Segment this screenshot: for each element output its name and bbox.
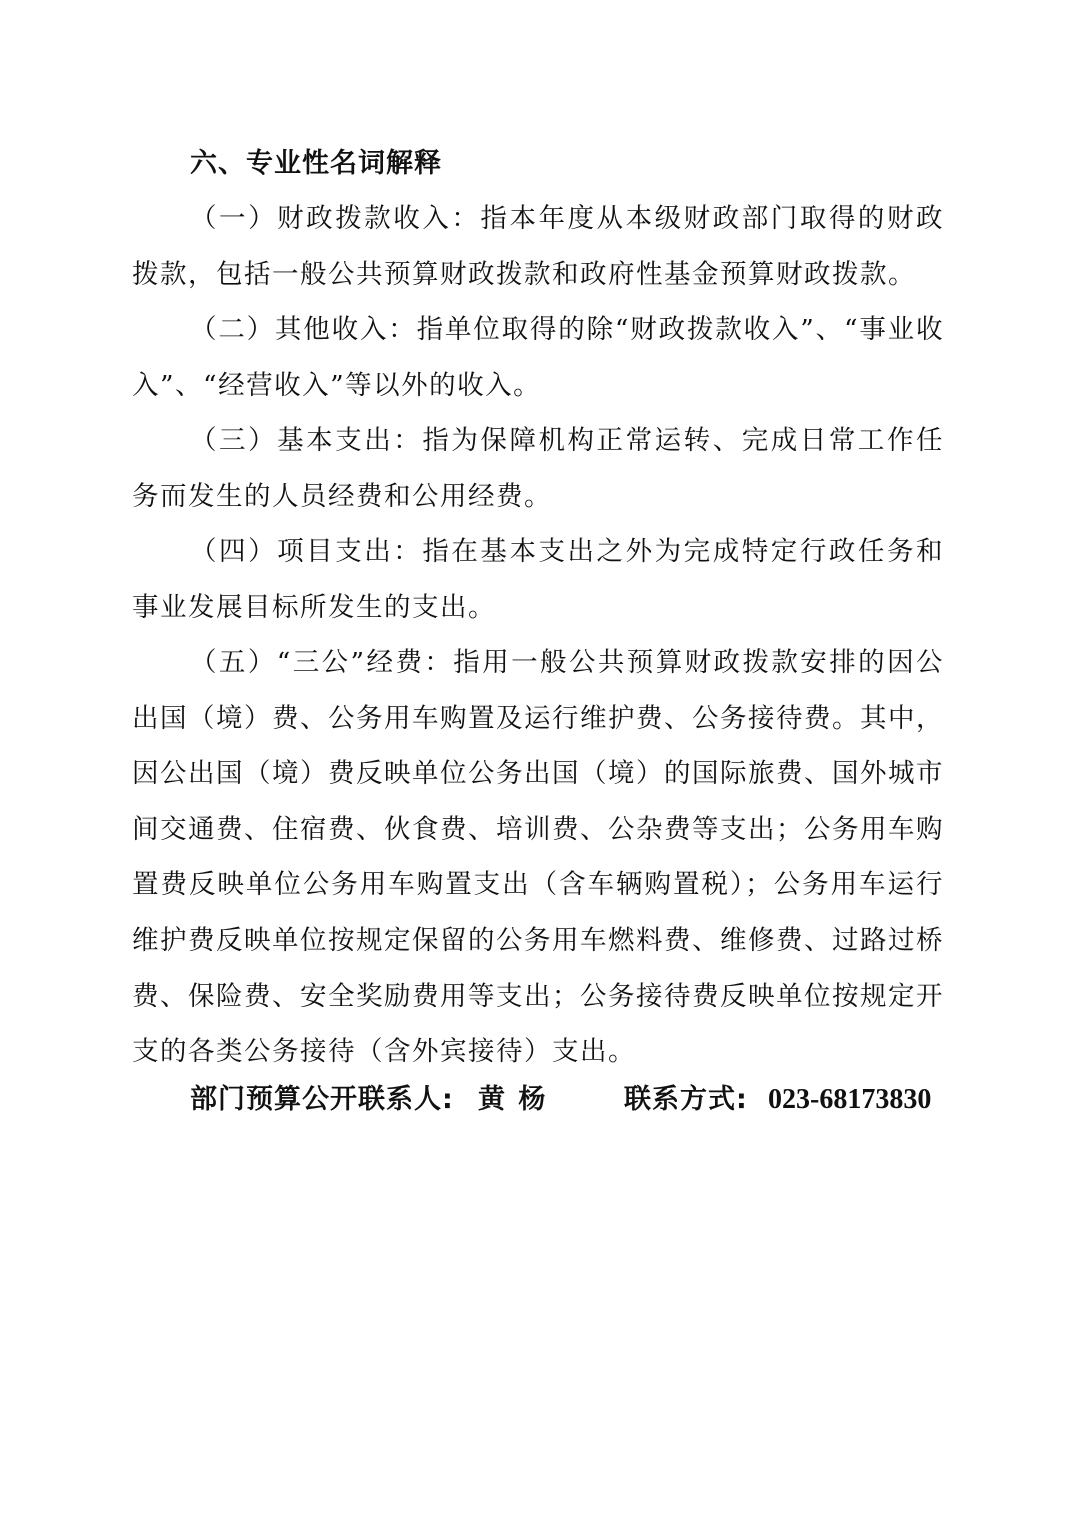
- definition-fiscal-appropriation-income: （一）财政拨款收入：指本年度从本级财政部门取得的财政拨款，包括一般公共预算财政拨款和政府性基金预算财政拨款。: [132, 203, 944, 290]
- section-heading: 六、专业性名词解释: [190, 148, 442, 179]
- definition-project-expenditure: （四）项目支出：指在基本支出之外为完成特定行政任务和事业发展目标所发生的支出。: [132, 536, 944, 623]
- definition-three-public-expenses: （五）“三公”经费：指用一般公共预算财政拨款安排的因公出国（境）费、公务用车购置及运行维护费、公务接待费。其中，因公出国（境）费反映单位公务出国（境）的国际旅费、国外城市间交通费、住宿费、伙食费、培训费、公杂费等支出；公务用车购置费反映单位公务用车购置支出（含车辆购置税）；公务用车运行维护费反映单位按规定保留的公务用车燃料费、维修费、过路过桥费、保险费、安全奖励费用等支出；公务接待费反映单位按规定开支的各类公务接待（含外宾接待）支出。: [132, 647, 944, 1068]
- contact-phone-number: 023-68173830: [768, 1084, 932, 1115]
- definition-basic-expenditure: （三）基本支出：指为保障机构正常运转、完成日常工作任务而发生的人员经费和公用经费。: [132, 425, 944, 512]
- contact-method-label: 联系方式:: [624, 1084, 748, 1115]
- definition-other-income: （二）其他收入：指单位取得的除“财政拨款收入”、“事业收入”、“经营收入”等以外的收入。: [132, 314, 944, 401]
- contact-person-name: 黄 杨: [478, 1084, 546, 1115]
- contact-person-label: 部门预算公开联系人:: [190, 1084, 454, 1115]
